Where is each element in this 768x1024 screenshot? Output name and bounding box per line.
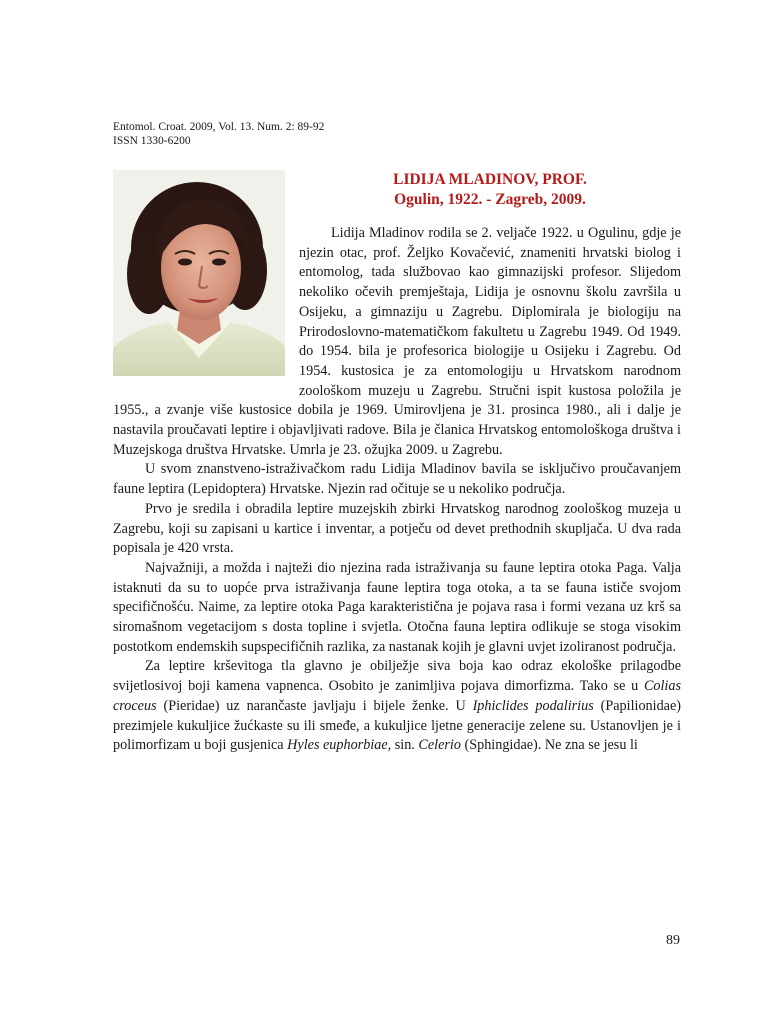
species-name: Colias croceus (113, 678, 681, 714)
species-name: Hyles euphorbiae (287, 737, 388, 754)
journal-issn: ISSN 1330-6200 (113, 135, 191, 147)
article-heading (300, 170, 680, 210)
text-segment: Za leptire krševitoga tla glavno je obilježje siva boja kao odraz ekološke prilagodbe svijetlosivoj boji kamena vapnenca. Osobito je zanimljiva pojava dimorfizma. Tako se u (113, 658, 681, 695)
text-segment: (Papilionidae) prezimjele kukuljice žućkaste su ili smeđe, a kukuljice ljetne generacije zelene su. Ustanovljen je i polimorfizam u boji gusjenica (113, 697, 682, 754)
journal-citation: Entomol. Croat. 2009, Vol. 13. Num. 2: 89-92 (113, 121, 325, 133)
text-segment: , sin. (387, 737, 419, 754)
page-number: 89 (666, 933, 680, 948)
heading-name: LIDIJA MLADINOV, PROF. (393, 171, 587, 188)
article-body (113, 224, 681, 756)
species-name: Iphiclides podalirius (472, 697, 594, 714)
paragraph-collections: Prvo je sredila i obradila leptire muzejskih zbirki Hrvatskog narodnog zoološkog muzeja u Zagrebu, koji su zapisani u kartice i inventar, a potječu od devet prethodnih skupljača. U dva rada popisala je 420 vrsta. (113, 500, 681, 557)
paragraph-research: U svom znanstveno-istraživačkom radu Lidija Mladinov bavila se isključivo proučavanjem faune leptira (Lepidoptera) Hrvatske. Njezin rad očituje se u nekoliko područja. (113, 461, 681, 498)
genus-name: Celerio (418, 737, 461, 754)
paragraph-karst-butterflies (113, 657, 681, 756)
paragraph-pag-fauna: Najvažniji, a možda i najteži dio njezina rada istraživanja su faune leptira otoka Paga. Valja istaknuti da su to uopće prva istraživanja faune leptira toga otoka, a ta se fauna ističe svojom specifičnošću. Naime, za leptire otoka Paga karakteristična je pojava rasa i formi vezana uz krš sa siromašnom vegetacijom s dosta topline i svjetla. Otočna fauna leptira odlikuje se stoga visokim postotkom endemskih supspecifičnih razlika, za nastanak kojih je glavni uvjet izoliranost područja. (113, 559, 681, 655)
photo-wrap-spacer (113, 224, 299, 386)
heading-dates: Ogulin, 1922. - Zagreb, 2009. (394, 191, 586, 208)
text-segment: (Sphingidae). Ne zna se jesu li (460, 737, 638, 754)
text-segment: (Pieridae) uz narančaste javljaju i bijele ženke. U (156, 697, 473, 714)
paragraph-biography: Lidija Mladinov rodila se 2. veljače 1922. u Ogulinu, gdje je njezin otac, prof. Željko Kovačević, znameniti hrvatski biolog i entomolog, tada službovao kao gimnazijski profesor. Slijedom nekoliko očevih premještaja, Lidija je osnovnu školu završila u Osijeku, a gimnaziju u Zagrebu. Diplomirala je biologiju na Prirodoslovno-matematičkom fakultetu u Zagrebu 1949. Od 1949. do 1954. bila je profesorica biologije u Osijeku i Zagrebu. Od 1954. kustosica je za entomologiju u Hrvatskom narodnom zoološkom muzeju u Zagrebu. Stručni ispit kustosa položila je 1955., a zvanje više kustosice dobila je 1969. Umirovljena je 31. prosinca 1980., ali i dalje je nastavila proučavati leptire i objavljivati radove. Bila je članica Hrvatskog entomološkoga društva i Muzejskoga društva Hrvatske. Umrla je 23. ožujka 2009. u Zagrebu. (113, 225, 681, 458)
journal-reference (113, 120, 324, 148)
